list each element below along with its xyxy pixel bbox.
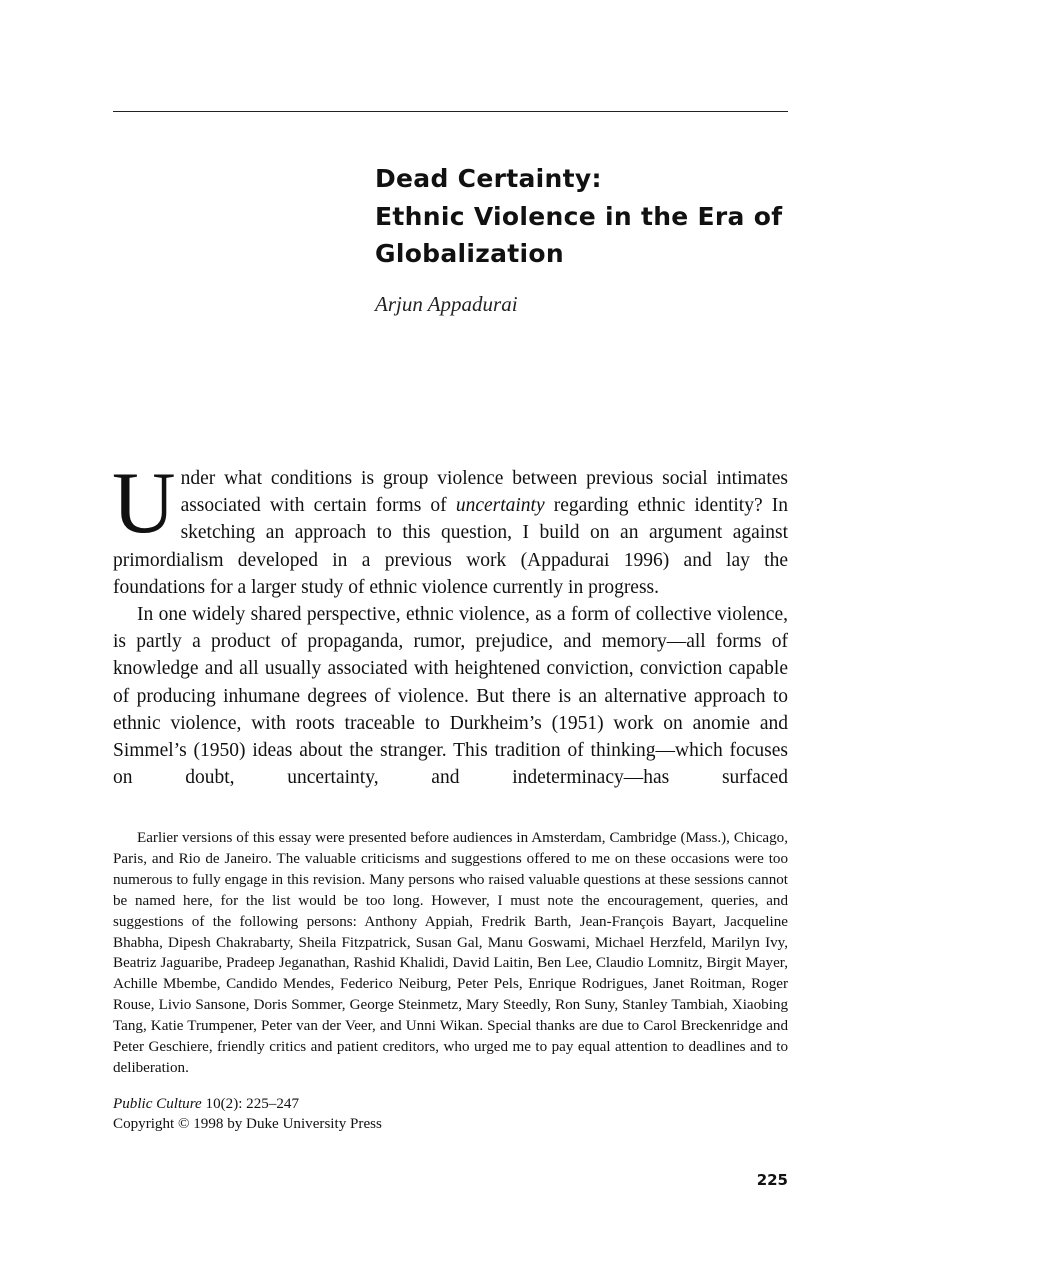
- paragraph-2: In one widely shared perspective, ethnic violence, as a form of collective violence, is partly a product of propaganda, rumor, prejudice, and memory—all forms of knowledge and all usually associated with heightened conviction, conviction capable of producing inhumane degrees of violence. But there is an alternative approach to ethnic violence, with roots traceable to Durkheim’s (1951) work on anomie and Simmel’s (1950) ideas about the stranger. This tradition of thinking—which focuses on doubt, uncertainty, and indeterminacy—has surfaced: [113, 604, 788, 789]
- drop-cap: U: [112, 455, 176, 552]
- page-number: 225: [756, 1171, 788, 1189]
- paragraph-1-text-b: regarding ethnic identity? In sketching an approach to this question, I build on an argument against primordialism developed in a previous work (Appadurai 1996) and lay the foundations for a larger study of ethnic violence currently in progress.: [113, 495, 788, 598]
- article-author: Arjun Appadurai: [375, 292, 518, 316]
- journal-citation: [113, 1095, 713, 1115]
- journal-name: Public Culture: [113, 1096, 202, 1112]
- emphasis-uncertainty: uncertainty: [455, 495, 545, 517]
- body-text: [112, 455, 788, 791]
- publication-info: [113, 1095, 713, 1134]
- footnote: Earlier versions of this essay were presented before audiences in Amsterdam, Cambridge (Mass.), Chicago, Paris, and Rio de Janeiro. The valuable criticisms and suggestions offered to me on these occasions were too numerous to fully engage in this revision. Many persons who raised valuable questions at these sessions cannot be named here, for the list would be too long. However, I must note the encouragement, queries, and suggestions of the following persons: Anthony Appiah, Fredrik Barth, Jean-François Bayart, Jacqueline Bhabha, Dipesh Chakrabarty, Sheila Fitzpatrick, Susan Gal, Manu Goswami, Michael Herzfeld, Marilyn Ivy, Beatriz Jaguaribe, Pradeep Jeganathan, Rashid Khalidi, David Laitin, Ben Lee, Claudio Lomnitz, Birgit Mayer, Achille Mbembe, Candido Mendes, Federico Neiburg, Peter Pels, Enrique Rodrigues, Janet Roitman, Roger Rouse, Livio Sansone, Doris Sommer, George Steinmetz, Mary Steedly, Ron Suny, Stanley Tambiah, Xiaobing Tang, Katie Trumpener, Peter van der Veer, and Unni Wikan. Special thanks are due to Carol Breckenridge and Peter Geschiere, friendly critics and patient creditors, who urged me to pay equal attention to deadlines and to deliberation.: [113, 830, 788, 1076]
- paragraph-1-text-a: nder what conditions is group violence between previous social intimates associated with certain forms of: [180, 468, 788, 517]
- title-line-3: Globalization: [375, 239, 564, 268]
- title-line-2: Ethnic Violence in the Era of: [375, 201, 783, 231]
- volume-pages: 10(2): 225–247: [201, 1096, 300, 1112]
- header-rule: [113, 111, 788, 112]
- article-title: [375, 160, 795, 273]
- paragraph-1: [112, 455, 788, 601]
- title-line-1: Dead Certainty:: [375, 164, 602, 193]
- copyright-line: Copyright © 1998 by Duke University Press: [113, 1115, 382, 1132]
